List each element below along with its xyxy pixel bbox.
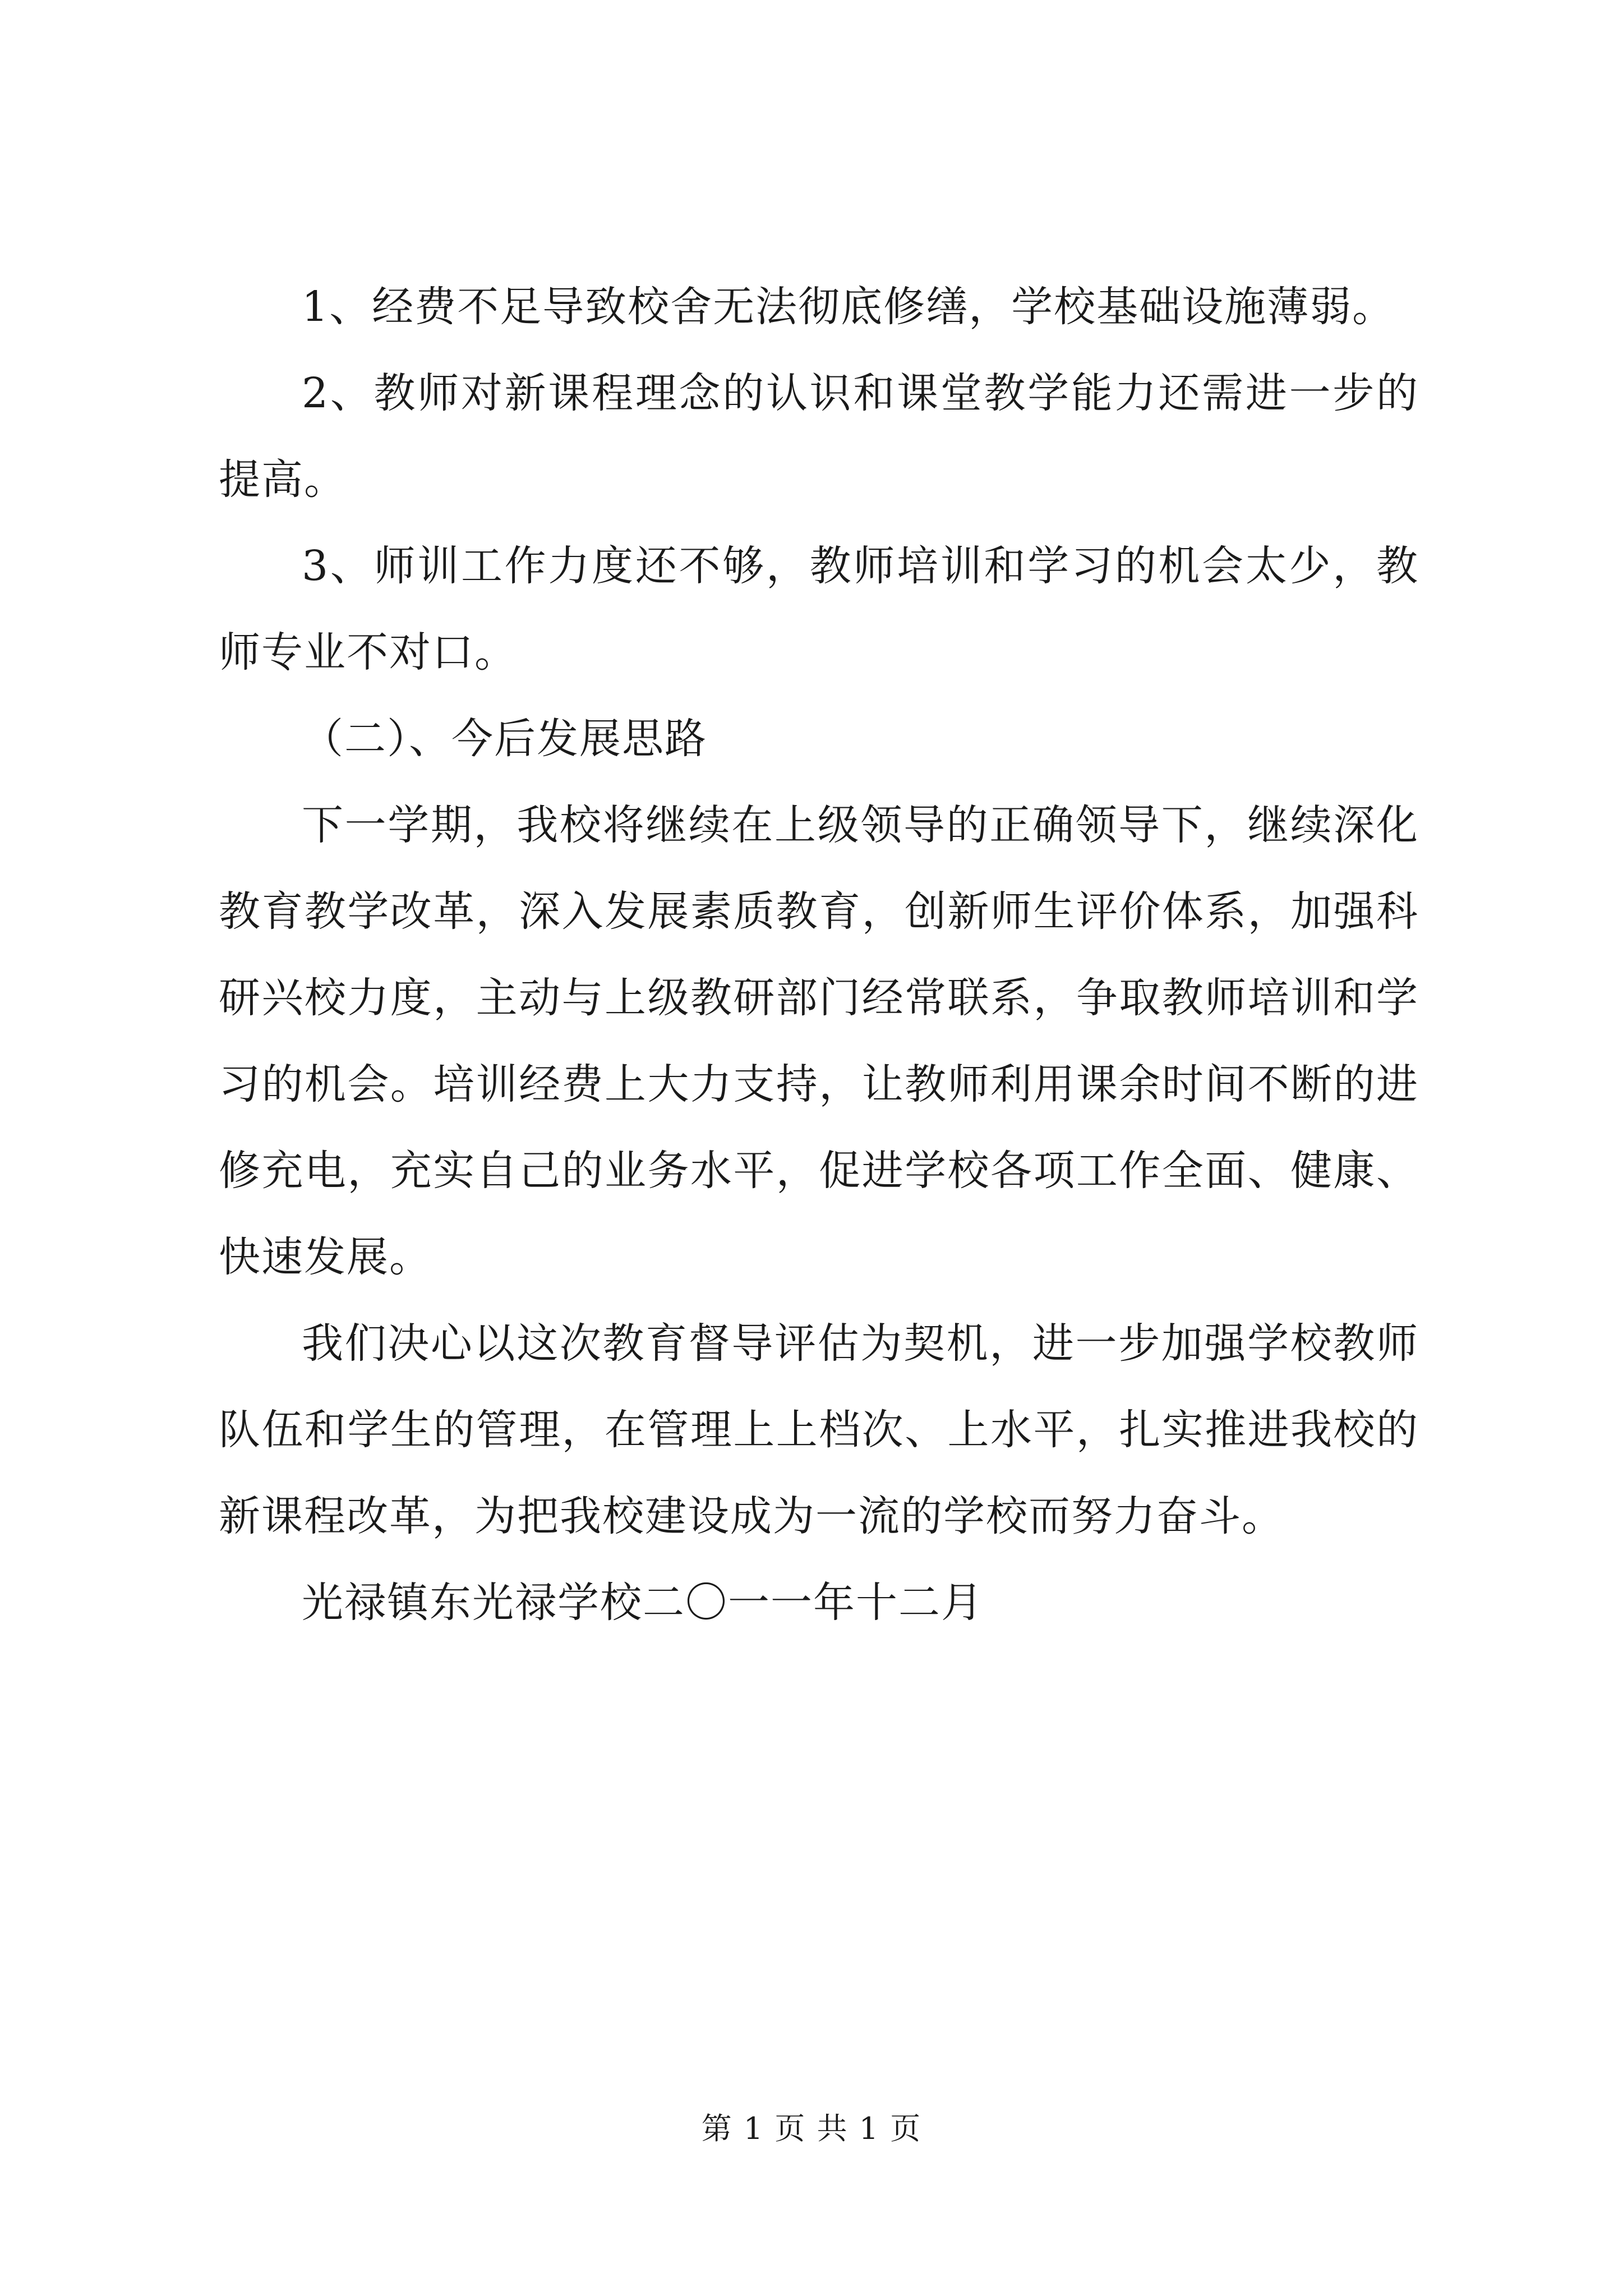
problem-item-3: 3、师训工作力度还不够，教师培训和学习的机会太少，教师专业不对口。 bbox=[219, 542, 1419, 677]
signature-line: 光禄镇东光禄学校二〇一一年十二月 bbox=[302, 1579, 984, 1627]
document-body bbox=[219, 264, 1419, 1646]
problem-item-1: 1、经费不足导致校舍无法彻底修缮，学校基础设施薄弱。 bbox=[302, 283, 1395, 331]
development-plan-paragraph: 下一学期，我校将继续在上级领导的正确领导下，继续深化教育教学改革，深入发展素质教育，创新师生评价体系，加强科研兴校力度，主动与上级教研部门经常联系，争取教师培训和学习的机会。培训经费上大力支持，让教师利用课余时间不断的进修充电，充实自己的业务水平，促进学校各项工作全面、健康、快速发展。 bbox=[219, 801, 1419, 1281]
problem-item-2: 2、教师对新课程理念的认识和课堂教学能力还需进一步的提高。 bbox=[219, 369, 1419, 504]
section-heading: （二）、今后发展思路 bbox=[302, 715, 707, 763]
page-number-footer: 第 1 页 共 1 页 bbox=[701, 2111, 922, 2146]
resolution-paragraph: 我们决心以这次教育督导评估为契机，进一步加强学校教师队伍和学生的管理，在管理上上档次、上水平，扎实推进我校的新课程改革，为把我校建设成为一流的学校而努力奋斗。 bbox=[219, 1319, 1419, 1540]
